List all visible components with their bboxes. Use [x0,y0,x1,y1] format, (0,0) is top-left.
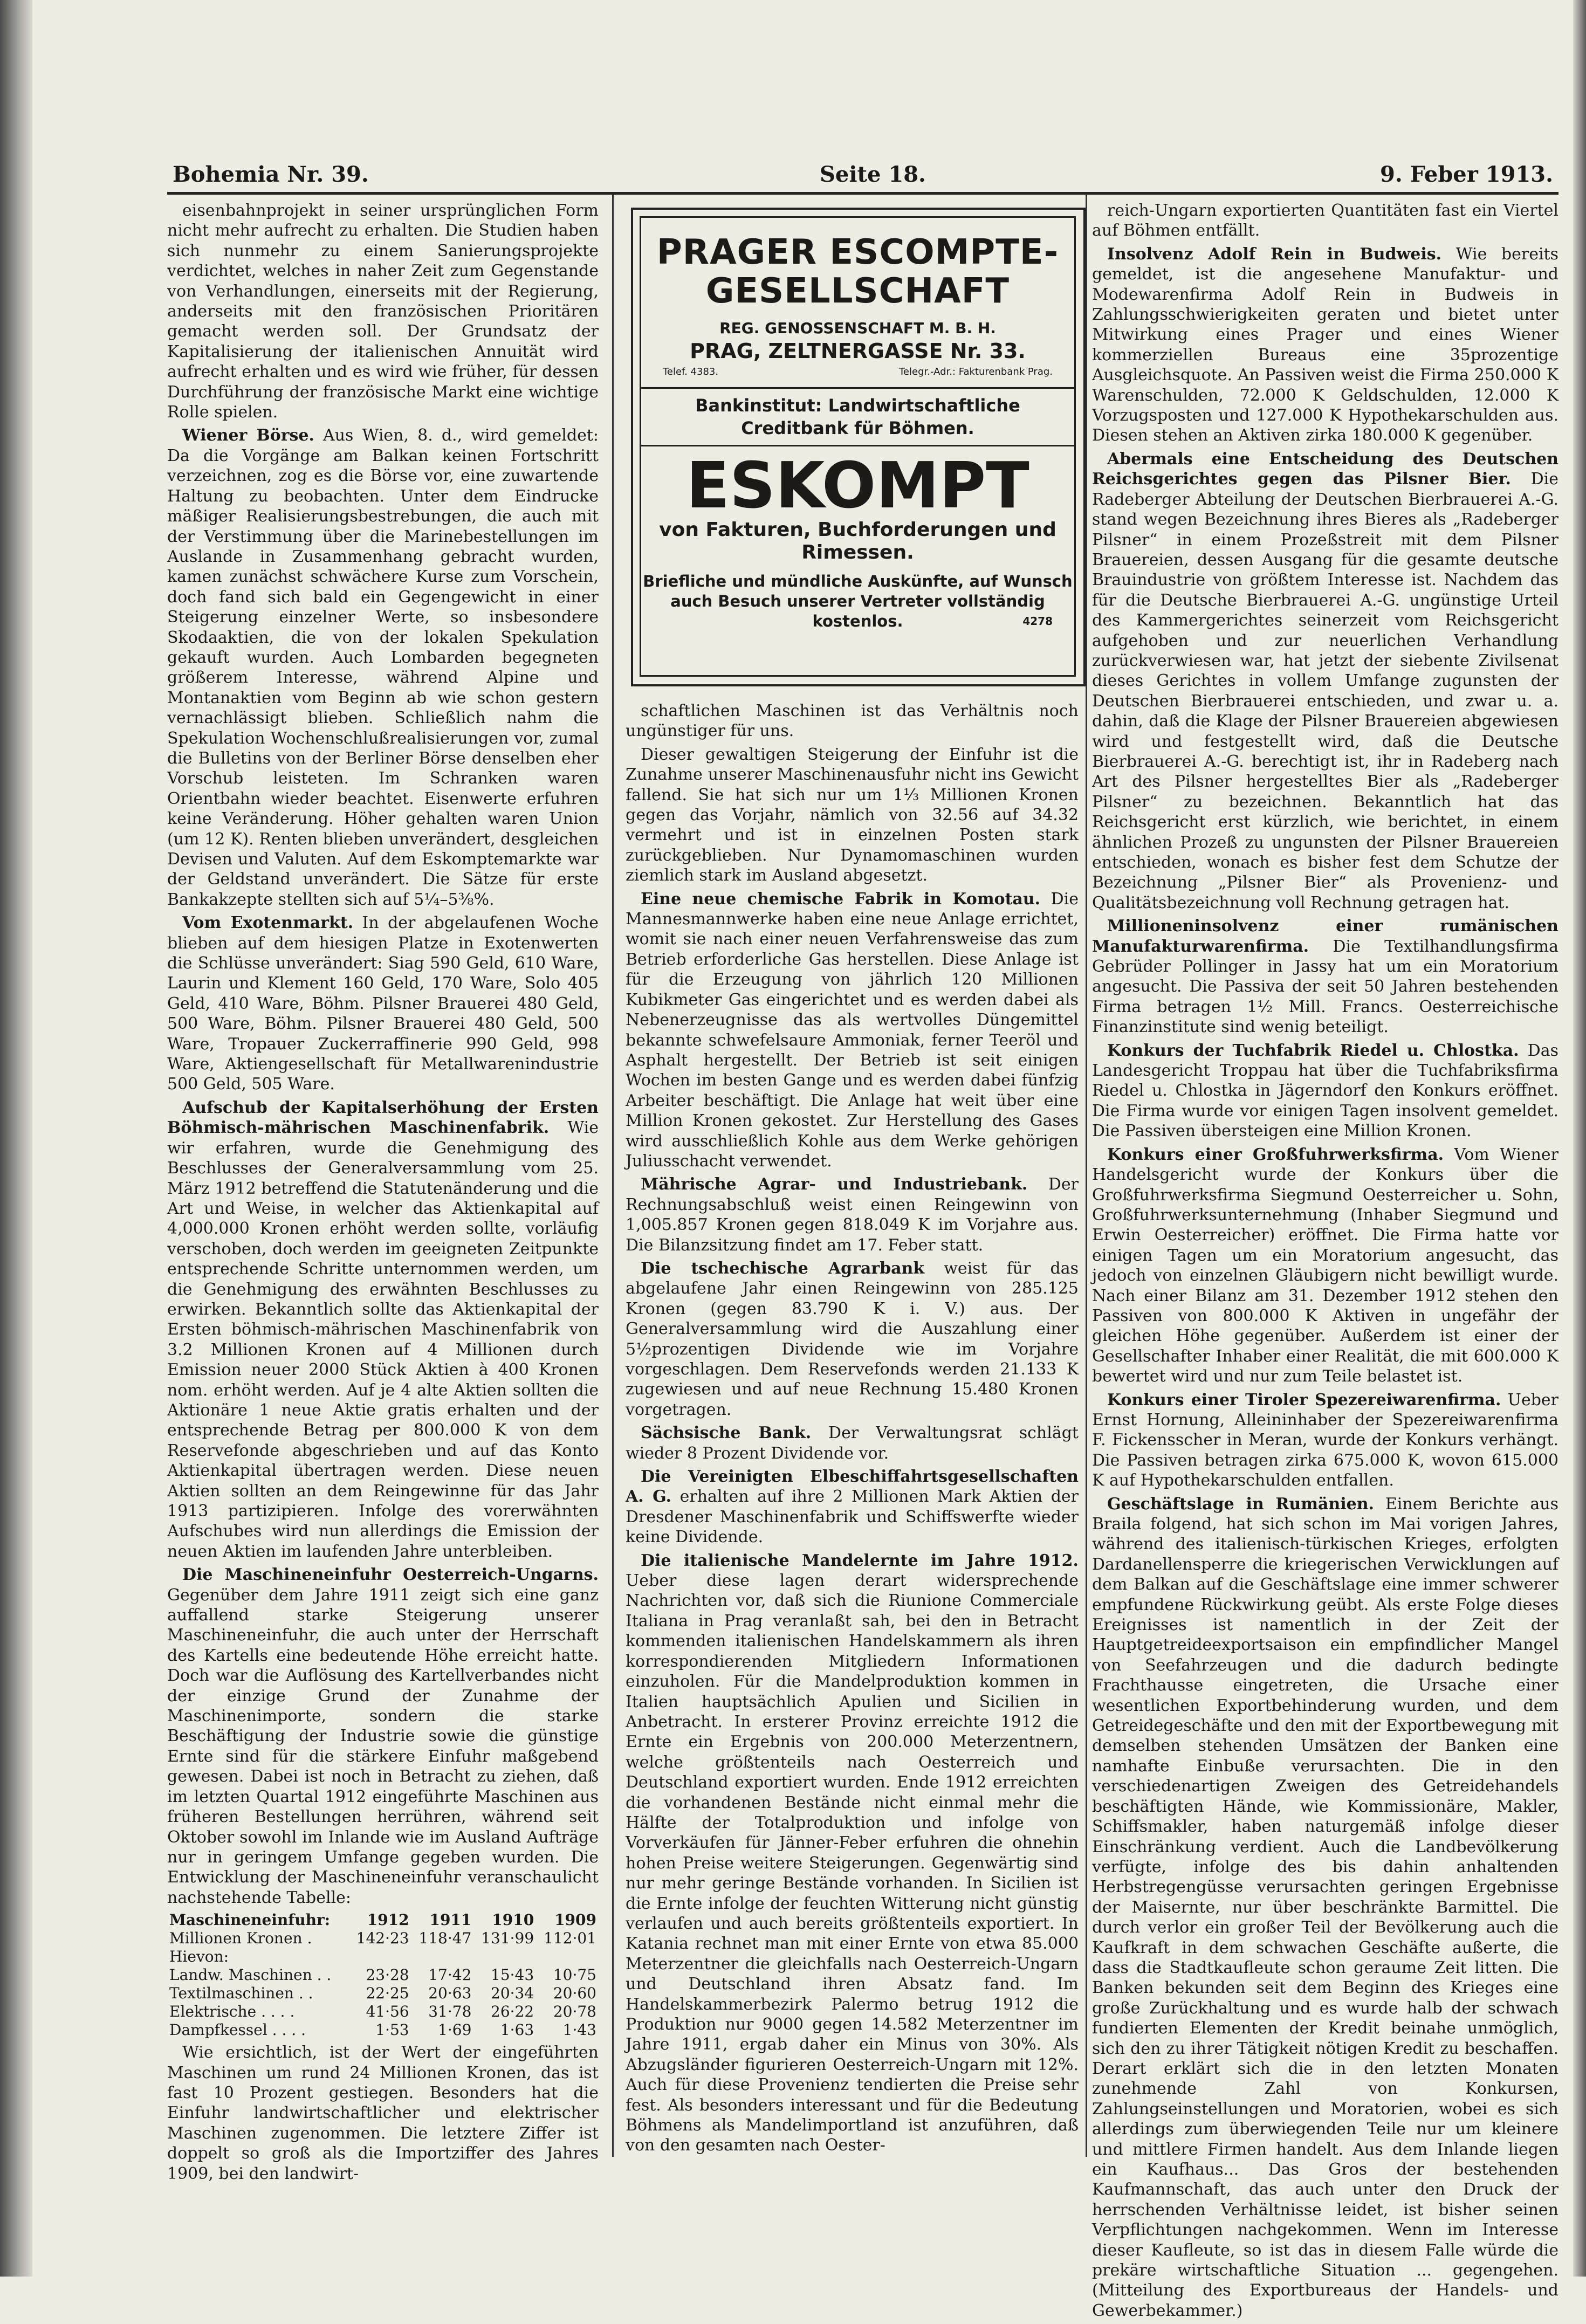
article-paragraph [1092,449,1558,913]
header-page: Seite 18. [820,162,926,187]
article-heading: Vom Exotenmarkt. [182,913,354,933]
article-text: Dieser gewaltigen Steigerung der Einfuhr ist die Zunahme unserer Maschinenausfuhr nicht ins Gewicht fallend. Sie hat sich nur um 1⅓ Millionen Kronen gegen das Vorjahr, nämlich von 32.56 auf 34.32 vermehrt und ist in einzelnen Posten stark zurückgeblieben. Nur Dynamomaschinen wurden ziemlich stark im Ausland abgesetzt. [626,745,1079,885]
article-paragraph [167,1565,599,1908]
article-paragraph [167,425,599,910]
scan-left-edge [0,0,32,2277]
article-heading: Sächsische Bank. [641,1424,812,1443]
ad-headline: ESKOMPT [686,448,1029,522]
table-header-cell: 1911 [429,1911,472,1929]
ad-line-2 [641,572,1074,631]
table-cell: 131·99 [481,1929,534,1948]
article-paragraph [626,1551,1079,2156]
article-paragraph [1092,1041,1558,1142]
article-heading: Die tschechische Agrarbank [641,1259,925,1278]
article-text: Aus Wien, 8. d., wird gemeldet: Da die Vorgänge am Balkan keinen Fortschritt verzeichnen, zog es die Börse vor, eine zuwartende Haltung zu beobachten. Unter dem Eindrucke mäßiger Realisierungsbestrebungen, die auch mit der Verstimmung über die Marinebestellungen im Auslande in Zusammenhang gebracht wurden, kamen zunächst schwächere Kurse zum Vorschein, doch fand sich bald ein Gegengewicht in einer Steigerung einzelner Werte, so insbesondere Skodaaktien, die von der lokalen Spekulation gekauft wurden. Auch Lombarden begegneten größerem Interesse, während Alpine und Montanaktien vom Beginn ab wie schon gestern vernachlässigt blieben. Schließlich nahm die Spekulation Wochenschlußrealisierungen vor, zumal die Bulletins von der Berliner Börse denselben eher Vorschub leisteten. Im Schranken waren Orientbahn wieder beachtet. Eisenwerte erfuhren keine Veränderung. Höher gehalten waren Union (um 12 K). Renten blieben unverändert, desgleichen Devisen und Valuten. Auf dem Eskomptemarkte war der Geldstand unverändert. Die Sätze für erste Bankakzepte stellten sich auf 5¼–5⅜%. [167,426,599,909]
table-cell: 17·42 [428,1966,472,1984]
article-heading: Geschäftslage in Rumänien. [1107,1494,1374,1514]
article-heading: Die Vereinigten Elbeschiffahrtsgesellschaften A. G. [626,1467,1079,1507]
article-heading: Konkurs einer Großfuhrwerksfirma. [1107,1145,1444,1164]
article-heading: Die Maschineneinfuhr Oesterreich-Ungarns. [182,1565,599,1585]
table-cell: 112·01 [544,1929,596,1948]
article-text: reich-Ungarn exportierten Quantitäten fast ein Viertel auf Böhmen entfällt. [1092,201,1558,240]
article-paragraph [626,745,1079,886]
table-cell: 20·78 [553,2003,596,2021]
article-paragraph [1092,1145,1558,1387]
column-rule-1 [612,194,614,2157]
article-paragraph [626,1259,1079,1420]
table-cell: 26·22 [491,2003,534,2021]
import-table [167,1911,599,2039]
table-row [167,1948,599,1966]
table-cell: Landw. Maschinen . . [169,1966,332,1984]
table-cell [473,1948,536,1966]
ad-bank: Bankinstitut: Landwirtschaftliche Creditbank für Böhmen. [641,387,1074,446]
article-text: Das Landesgericht Troppau hat über die Tuchfabriksfirma Riedel u. Chlostka in Jägerndorf den Konkurs eröffnet. Die Firma wurde vor einigen Tagen insolvent gemeldet. Die Passiven übersteigen eine Million Kronen. [1092,1041,1559,1141]
table-cell: 1·69 [438,2021,472,2039]
article-heading: Die italienische Mandelernte im Jahre 1912. [641,1551,1079,1570]
article-text: erhalten auf ihre 2 Millionen Mark Aktien der Dresdener Maschinenfabrik und Schiffswerfte wieder keine Dividende. [626,1487,1079,1547]
table-cell: Millionen Kronen . [169,1929,312,1948]
table-row [167,2021,599,2039]
ad-contact [641,366,1074,377]
article-text: Wie wir erfahren, wurde die Genehmigung des Beschlusses der Generalversammlung vom 25. März 1912 betreffend die Statutenänderung und die Art und Weise, in welcher das Aktienkapital auf 4,000.000 Kronen erhöht werden sollte, vorläufig verschoben, doch werden im geeigneten Zeitpunkte entsprechende Schritte unternommen werden, um die Genehmigung des erwähnten Beschlusses zu erwirken. Bekanntlich sollte das Aktienkapital der Ersten böhmisch-mährischen Maschinenfabrik von 3.2 Millionen Kronen auf 4 Millionen durch Emission neuer 2000 Stück Aktien à 400 Kronen nom. erhöht werden. Auf je 4 alte Aktien sollten die Aktionäre 1 neue Aktie gratis erhalten und der entsprechende Betrag per 800.000 K von dem Reservefonde abgeschrieben und auf das Konto Aktienkapital übertragen werden. Diese neuen Aktien sollten an dem Reingewinne für das Jahr 1913 partizipieren. Infolge des vorerwähnten Aufschubes wird nun allerdings die Emission der neuen Aktien im laufenden Jahre unterbleiben. [167,1118,599,1561]
ad-subtitle: REG. GENOSSENSCHAFT M. B. H. [719,319,996,337]
article-text: Ueber Ernst Hornung, Alleininhaber der Spezereiwarenfirma F. Fickensscher in Meran, wurde der Konkurs verhängt. Die Passiven betragen zirka 675.000 K, wovon 615.000 K auf Hypothekarschulden entfallen. [1092,1390,1558,1490]
article-text: Der Verwaltungsrat schlägt wieder 8 Prozent Dividende vor. [626,1424,1079,1463]
ad-title: PRAGER ESCOMPTE-GESELLSCHAFT [656,232,1059,311]
article-heading: Wiener Börse. [182,426,314,445]
table-cell: Dampfkessel . . . . [169,2021,306,2039]
ad-telephone: Telef. 4383. [663,366,719,377]
article-paragraph [626,1174,1079,1255]
article-text: schaftlichen Maschinen ist das Verhältnis noch ungünstiger für uns. [626,702,1079,741]
table-cell: 41·56 [366,2003,409,2021]
article-paragraph [167,201,599,422]
article-heading: Insolvenz Adolf Rein in Budweis. [1107,244,1442,264]
article-text: eisenbahnprojekt in seiner ursprünglichen Form nicht mehr aufrecht zu erhalten. Die Studien haben sich nunmehr zu einem Sanierungsprojekte verdichtet, welches in naher Zeit zum Gegenstande von Verhandlungen, einerseits mit der Regierung, anderseits mit den französischen Prioritären gemacht werden soll. Der Grundsatz der Kapitalisierung der italienischen Annuität wird aufrecht erhalten und es wird wie früher, für dessen Durchführung der französische Markt eine wichtige Rolle spielen. [167,201,599,422]
article-text: In der abgelaufenen Woche blieben auf dem hiesigen Platze in Exotenwerten die Schlüsse unverändert: Siag 590 Geld, 610 Ware, Laurin und Klement 160 Geld, 170 Ware, Solo 405 Geld, 410 Ware, Böhm. Pilsner Brauerei 480 Geld, 500 Ware, Böhm. Pilsner Brauerei 480 Geld, 500 Ware, Tropauer Zuckerraffinerie 990 Geld, 998 Ware, Aktiengesellschaft für Metallwarenindustrie 500 Geld, 505 Ware. [167,913,599,1094]
article-heading: Abermals eine Entscheidung des Deutschen Reichsgerichtes gegen das Pilsner Bier. [1092,449,1558,489]
table-cell: 20·63 [428,1984,472,2003]
article-paragraph: Wie ersichtlich, ist der Wert der eingeführten Maschinen um rund 24 Millionen Kronen, das ist fast 10 Prozent gestiegen. Besonders hat die Einfuhr landwirtschaftlicher und elektrischer Maschinen zugenommen. Die letztere Ziffer ist doppelt so groß als die Importziffer des Jahres 1909, bei den landwirt- [167,2043,599,2183]
article-heading: Eine neue chemische Fabrik in Komotau. [641,889,1041,909]
table-cell: 1·43 [562,2021,596,2039]
advertisement [631,208,1086,686]
table-cell: 23·28 [366,1966,409,1984]
table-cell: Elektrische . . . . [169,2003,295,2021]
article-paragraph [626,1423,1079,1463]
article-paragraph [167,1098,599,1562]
table-cell: 10·75 [553,1966,596,1984]
article-heading: Konkurs der Tuchfabrik Riedel u. Chlostka. [1107,1041,1519,1060]
table-header-cell: Maschineneinfuhr: [169,1911,331,1929]
article-text: Gegenüber dem Jahre 1911 zeigt sich eine ganz auffallend starke Steigerung unserer Maschineneinfuhr, die auch unter der Herrschaft des Kartells eine bedeutende Höhe erreicht hatte. Doch war die Auflösung des Kartellverbandes nicht der einzige Grund der Zunahme der Maschinenimporte, sondern die starke Beschäftigung der Industrie sowie die günstige Ernte sind für die stärkere Einfuhr maßgebend gewesen. Dabei ist noch in Betracht zu ziehen, daß im letzten Quartal 1912 eingeführte Maschinen aus früheren Bestellungen herrühren, während seit Oktober sowohl im Inlande wie im Ausland Aufträge nur in geringem Umfange gegeben wurden. Die Entwicklung der Maschineneinfuhr veranschaulicht nachstehende Tabelle: [167,1585,599,1907]
article-paragraph [167,913,599,1095]
table-header-cell: 1909 [554,1911,596,1929]
article-text: Die Radeberger Abteilung der Deutschen Bierbrauerei A.-G. stand wegen Bezeichnung ihres Bieres als „Radeberger Pilsner“ in einem Prozeßstreit mit dem Pilsner Brauereien, dessen Ausgang für die gesamte deutsche Brauindustrie von größtem Interesse ist. Nachdem das für die Deutsche Bierbrauerei A.-G. ungünstige Urteil des Kammergerichtes seinerzeit vom Reichsgericht aufgehoben und zur neuerlichen Verhandlung zurückverwiesen war, hat jetzt der siebente Zivilsenat dieses Gerichtes in vollem Umfange zugunsten der Deutschen Bierbrauerei entschieden, und zwar u. a. dahin, daß die Klage der Pilsner Brauereien abgewiesen wird und festgestellt wird, daß die Deutsche Bierbrauerei A.-G. berechtigt ist, ihr in Radeberg nach Art des Pilsner hergestelltes Bier als „Radeberger Pilsner“ zu bezeichnen. Bekanntlich hat das Reichsgericht erst kürzlich, wie berichtet, in einem ähnlichen Prozeß zu ungunsten der Pilsner Brauereien entschieden, wonach es bisher fest dem Schutze der Bezeichnung „Pilsner Bier“ als Provenienz- und Qualitätsbezeichnung voll Rechnung getragen hat. [1092,470,1558,912]
page-header [173,162,1553,189]
article-paragraph [626,889,1079,1172]
column-rule-2 [1086,194,1087,2157]
article-text: weist für das abgelaufene Jahr einen Reingewinn von 285.125 Kronen (gegen 83.790 K i. V.) aus. Der Generalversammlung wird die Auszahlung einer 5½prozentigen Dividende wie im Vorjahre vorgeschlagen. Dem Reservefonds werden 21.133 K zugewiesen und auf neue Rechnung 15.480 Kronen vorgetragen. [626,1259,1079,1419]
ad-address: PRAG, ZELTNERGASSE Nr. 33. [690,339,1026,363]
article-paragraph [626,701,1079,741]
article-paragraph [1092,201,1558,241]
article-paragraph [1092,244,1558,446]
table-row [167,1966,599,1984]
table-cell [411,1948,474,1966]
table-cell: 20·34 [491,1984,534,2003]
ad-number: 4278 [1022,615,1053,628]
table-header-cell: 1912 [367,1911,409,1929]
table-cell [536,1948,599,1966]
article-paragraph [1092,1390,1558,1491]
article-text: Ueber diese lagen derart widersprechende Nachrichten vor, daß sich die Riunione Commerciale Italiana in Prag veranlaßt sah, bei den in Betracht kommenden italienischen Handelskammern als ihren korrespondierenden Mitgliedern Informationen einzuholen. Für die Mandelproduktion kommen in Italien hauptsächlich Apulien und Sicilien in Anbetracht. In ersterer Provinz erreichte 1912 die Ernte ein Ergebnis von 200.000 Meterzentnern, welche größtenteils nach Oesterreich und Deutschland exportiert wurden. Ende 1912 erreichten die vorhandenen Bestände nicht einmal mehr die Hälfte der Totalproduktion und infolge von Vorverkäufen für Jänner-Feber erfuhren die ohnehin hohen Preise weitere Steigerungen. Gegenwärtig sind nur mehr geringe Bestände vorhanden. In Sicilien ist die Ernte infolge der feuchten Witterung nicht günstig verlaufen und auch bereits größtenteils exportiert. In Katania rechnet man mit einer Ernte von etwa 85.000 Meterzentner die gleichfalls nach Oesterreich-Ungarn und Deutschland ihren Absatz fand. Im Handelskammerbezirk Palermo betrug 1912 die Produktion nur 9000 gegen 14.582 Meterzentner im Jahre 1911, ergab daher ein Minus von 30%. Als Abzugsländer figurieren Oesterreich-Ungarn mit 12%. Auch für diese Provenienz tendierten die Preise sehr fest. Als besonders interessant und für die Bedeutung Böhmens als Mandelimportland ist anzuführen, daß von den gesamten nach Oester- [626,1571,1079,2155]
article-text: Der Rechnungsabschluß weist einen Reingewinn von 1,005.857 Kronen gegen 818.049 K im Vorjahre aus. Die Bilanzsitzung findet am 17. Feber statt. [626,1175,1079,1255]
article-paragraph [1092,1494,1558,2321]
article-paragraph [626,1467,1079,1548]
ad-telegram: Telegr.-Adr.: Fakturenbank Prag. [899,366,1053,377]
article-text: Die Textilhandlungsfirma Gebrüder Pollinger in Jassy hat um ein Moratorium angesucht. Die Passiva der seit 50 Jahren bestehenden Firma betragen 1½ Mill. Francs. Oesterreichische Finanzinstitute sind wenig beteiligt. [1092,937,1558,1037]
scan-right-edge [1573,0,1586,2277]
table-cell: 1·63 [500,2021,534,2039]
article-heading: Millioneninsolvenz einer rumänischen Manufakturwarenfirma. [1092,917,1558,956]
header-issue: Bohemia Nr. 39. [173,162,369,187]
table-cell: 142·23 [356,1929,409,1948]
table-cell [349,1948,411,1966]
article-text: Die Mannesmannwerke haben eine neue Anlage errichtet, womit sie nach einer neuen Verfahrensweise das zum Betrieb erforderliche Gas herstellen. Diese Anlage ist für die Erzeugung von jährlich 120 Millionen Kubikmeter Gas eingerichtet und es werden dabei als Nebenerzeugnisse das als wertvolles Düngemittel bekannte schwefelsaure Ammoniak, ferner Teeröl und Asphalt hergestellt. Der Betrieb ist seit einigen Wochen im besten Gange und es werden dabei fünfzig Arbeiter beschäftigt. Die Anlage hat weit über eine Million Kronen gekostet. Zur Herstellung des Gases wird ausschließlich Kohle aus dem Werke gehörigen Juliusschacht verwendet. [626,889,1079,1171]
header-rule [167,192,1558,195]
table-row [167,1984,599,2003]
table-cell: 31·78 [428,2003,472,2021]
article-heading: Aufschub der Kapitalserhöhung der Ersten Böhmisch-mährischen Maschinenfabrik. [167,1098,599,1138]
table-cell: 15·43 [491,1966,534,1984]
table-cell: 118·47 [418,1929,472,1948]
table-row [167,1929,599,1948]
table-cell: Textilmaschinen . . [169,1984,313,2003]
table-cell: 20·60 [553,1984,596,2003]
table-header-cell: 1910 [492,1911,534,1929]
table-cell: 22·25 [366,1984,409,2003]
article-text: Vom Wiener Handelsgericht wurde der Konkurs über die Großfuhrwerksfirma Siegmund Oesterreicher u. Sohn, Großfuhrwerksunternehmung (Inhaber Siegmund und Erwin Oesterreicher) eröffnet. Die Firma hatte vor einigen Tagen um ein Moratorium angesucht, das jedoch von einzelnen Gläubigern nicht bewilligt wurde. Nach einer Bilanz am 31. Dezember 1912 stehen den Passiven von 800.000 K Aktiven in ungefähr der gleichen Höhe gegenüber. Außerdem ist einer der Gesellschafter Inhaber einer Realität, die mit 600.000 K bewertet wird und nur zum Teile belastet ist. [1092,1145,1558,1386]
article-heading: Konkurs einer Tiroler Spezereiwarenfirma. [1107,1390,1501,1409]
article-text: Einem Berichte aus Braila folgend, hat sich schon im Mai vorigen Jahres, während des italienisch-türkischen Krieges, erfolgten Dardanellensperre die kriegerischen Verwicklungen auf dem Balkan auf die Geschäftslage eine immer schwerer empfundene Rückwirkung geübt. Als erste Folge dieses Ereignisses ist namentlich in der Zeit der Hauptgetreideexportsaison ein empfindlicher Mangel von Seefahrzeugen und die dadurch bedingte Frachthausse eingetreten, die Ursache einer wesentlichen Exportbehinderung wurden, und dem Getreidegeschäfte und den mit der Exportbewegung mit demselben stehenden Umsätzen der Banken eine namhafte Einbuße verursachten. Die in den verschiedenartigen Zweigen des Getreidehandels beschäftigten Hände, wie Kommissionäre, Makler, Schiffsmakler, haben naturgemäß infolge dieser Einschränkung verdient. Auch die Landbevölkerung verfügte, infolge des bis dahin anhaltenden Herbstregengüsse verursachten geringen Ergebnisse der Maisernte, nur über beschränkte Barmittel. Die durch verlor ein großer Teil der Bevölkerung auch die Kaufkraft in dem schwachen Geschäfte außerte, die dass die Stadtkaufleute schon geraume Zeit litten. Die Banken bekunden seit dem Beginn des Krieges eine große Zurückhaltung und es wurde halb der schwach fundierten Elementen der Kredit beinahe unmöglich, sich den zu ihrer Tätigkeit nötigen Kredit zu beschaffen. Derart erklärt sich die in den letzten Monaten zunehmende Zahl von Konkursen, Zahlungseinstellungen und Moratorien, wobei es sich allerdings zum überwiegenden Teile nur um kleinere und mittlere Firmen handelt. Aus dem Inlande liegen ein Kaufhaus... Das Gros der bestehenden Kaufmannschaft, das auch unter den Druck der herrschenden Verhältnisse leidet, ist bisher seinen Verpflichtungen nachgekommen. Wenn im Interesse dieser Kaufleute, so ist das in diesem Falle würde die prekäre wirtschaftliche Situation ... gegengehen. (Mitteilung des Exportbureaus der Handels- und Gewerbekammer.) [1092,1494,1558,2320]
table-row [167,2003,599,2021]
table-cell: Hievon: [169,1948,229,1966]
column-2 [626,701,1079,2159]
column-1 [167,201,599,2187]
article-paragraph [1092,916,1558,1037]
table-cell: 1·53 [375,2021,409,2039]
article-heading: Mährische Agrar- und Industriebank. [641,1175,1028,1194]
column-3 [1092,201,1558,2324]
ad-line-2-text: Briefliche und mündliche Auskünfte, auf Wunsch auch Besuch unserer Vertreter vollständig kostenlos. [643,572,1073,630]
header-date: 9. Feber 1913. [1379,162,1553,187]
ad-line-1: von Fakturen, Buchforderungen und Rimessen. [659,519,1056,563]
article-text: Wie bereits gemeldet, ist die angesehene Manufaktur- und Modewarenfirma Adolf Rein in Budweis in Zahlungsschwierigkeiten geraten und bietet unter Mitwirkung eines Prager und eines Wiener kommerziellen Bureaus eine 35prozentige Ausgleichsquote. An Passiven weist die Firma 250.000 K Warenschulden, 72.000 K Geldschulden, 12.000 K Vorzugsposten und 127.000 K Hypothekarschulden aus. Diesen stehen an Aktiven zirka 180.000 K gegenüber. [1092,244,1558,445]
